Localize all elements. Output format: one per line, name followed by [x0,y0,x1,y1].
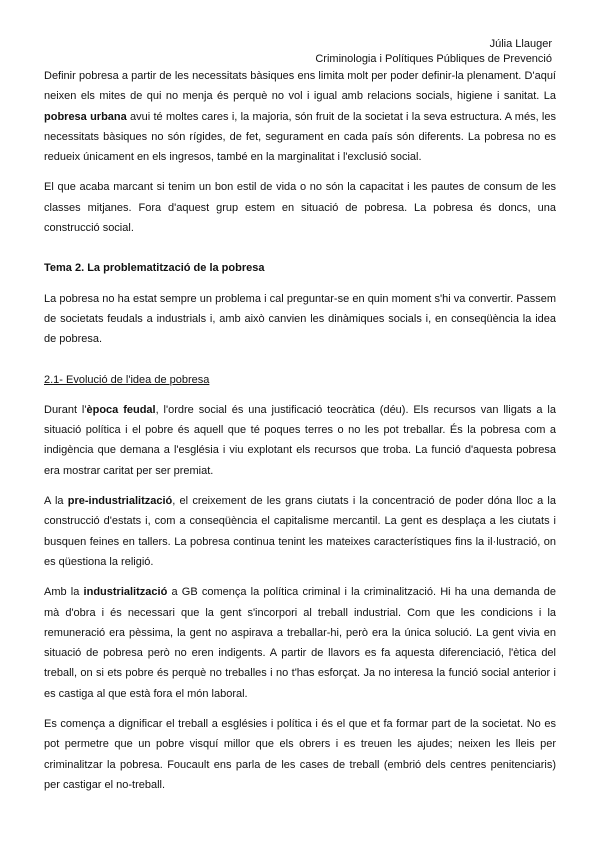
paragraph-middle-class: El que acaba marcant si tenim un bon estil de vida o no són la capacitat i les pautes de consum de les classes mitjanes. Fora d'aquest grup estem en situació de pobresa. La pobresa és doncs, una construcció social. [44,181,556,235]
course-name: Criminologia i Polítiques Públiques de Prevenció [315,53,552,65]
paragraph-industrial: Amb la industrialització a GB comença la política criminal i la criminalització. Hi ha una demanda de mà d'obra i és necessari que la gent s'incorpori al treball industrial. Com que les condicions i la remuneració era pèssima, la gent no aspirava a treballar-hi, però era la única solució. La gent vivia en situació de pobresa però no eren indigents. A partir de llavors es fa aquesta diferenciació, l'ètica del treball, on si ets pobre és perquè no treballes i no t'has esforçat. Ja no interesa la funció social anterior i es castiga al que està fora el món laboral. [44,586,556,700]
page-header [315,37,552,67]
paragraph-work-dignity: Es comença a dignificar el treball a esglésies i política i és el que et fa formar part de la societat. No es pot permetre que un pobre visquí millor que els obrers i es treuen les ajudes; neixen les lleis per criminalitzar la pobresa. Foucault ens parla de les cases de treball (embrió dels centres penitenciaris) per castigar el no-treball. [44,718,556,791]
paragraph-pre-industrial: A la pre-industrialització, el creixement de les grans ciutats i la concentració de poder dóna lloc a la construcció d'estats i, com a conseqüència el capitalisme mercantil. La gent es desplaça a les ciutats i busquen feines en tallers. La pobresa continua tenint les mateixes característiques fins la il·lustració, on es qüestiona la religió. [44,495,556,568]
paragraph-feudal: Durant l'època feudal, l'ordre social és una justificació teocràtica (déu). Els recursos van lligats a la situació política i el pobre és aquell que té poques terres o no les pot treballar. És la pobresa com a indigència que demana a l'església i viu explotant els recursos que troba. La funció d'aquesta pobresa era mostrar caritat per ser premiat. [44,403,556,477]
term-urban-poverty: pobresa urbana [44,110,127,123]
term-industrialization: industrialització [83,586,168,599]
section-title: Tema 2. La problematització de la pobresa [44,262,265,275]
subsection-title: 2.1- Evolució de l'idea de pobresa [44,373,210,386]
paragraph-section-intro: La pobresa no ha estat sempre un problema i cal preguntar-se en quin moment s'hi va convertir. Passem de societats feudals a industrials i, amb això canvien les dinàmiques socials i, en conseqüència la idea de pobresa. [44,292,556,346]
document-body [44,66,556,805]
term-feudal-era: època feudal [86,403,156,416]
author-name: Júlia Llauger [489,38,552,50]
term-pre-industrialization: pre-industrialització [67,495,173,508]
paragraph-definition: Definir pobresa a partir de les necessitats bàsiques ens limita molt per poder definir-la plenament. D'aquí neixen els mites de qui no menja és perquè no vol i igual amb relacions socials, higiene i sanitat. La pobresa urbana avui té moltes cares i, la majoria, són fruit de la societat i la seva estructura. A més, les necessitats bàsiques no són rígides, de fet, segurament en cada país són diferents. La pobresa no es redueix únicament en els ingresos, també en la marginalitat i l'exclusió social. [44,70,556,164]
